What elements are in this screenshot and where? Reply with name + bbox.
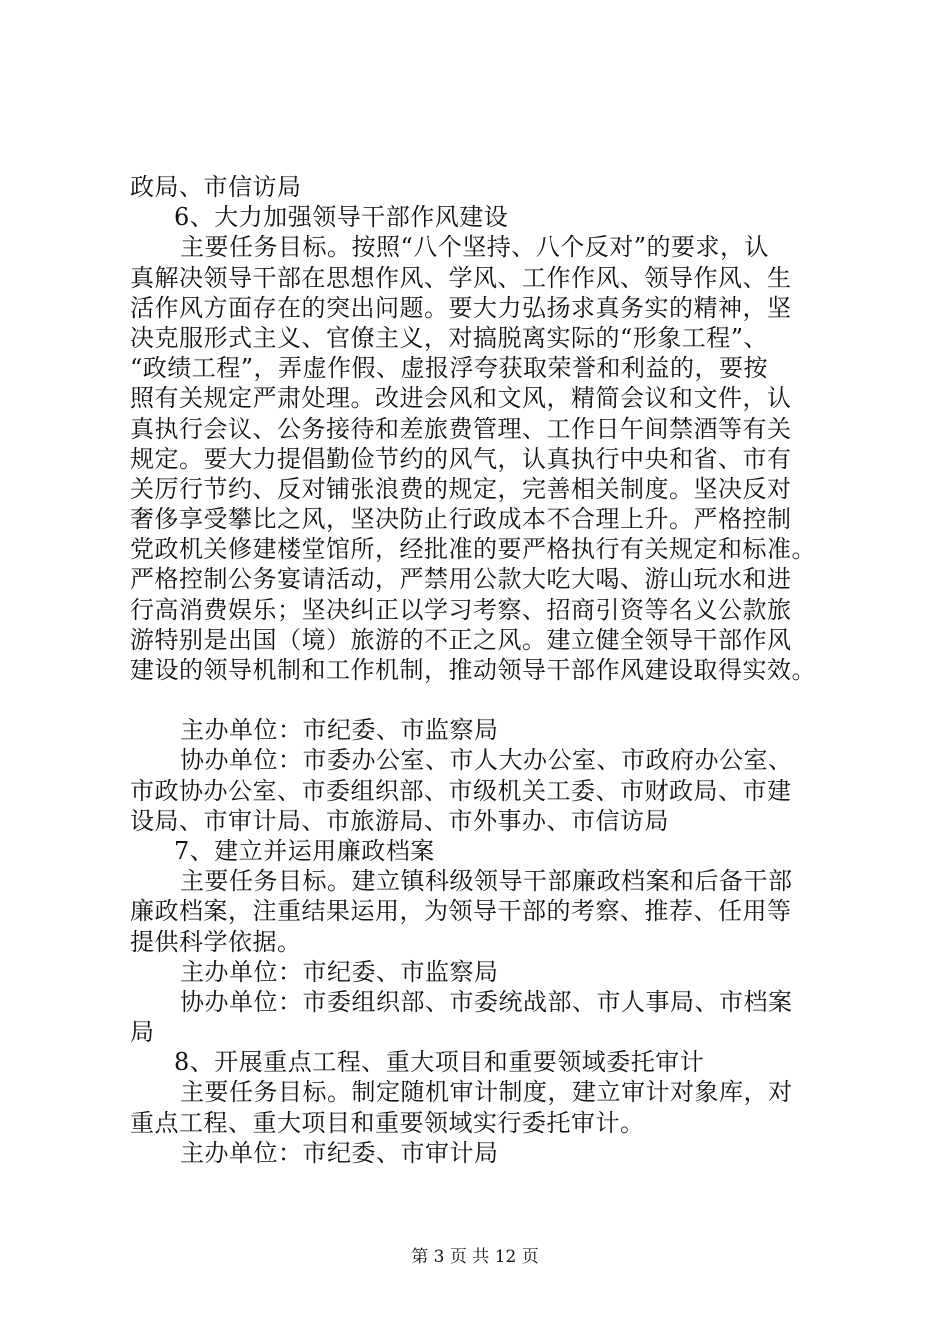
text-line: 重点工程、重大项目和重要领域实行委托审计。	[130, 1108, 645, 1137]
text-line: 关厉行节约、反对铺张浪费的规定，完善相关制度。坚决反对	[130, 474, 792, 503]
text-line: 严格控制公务宴请活动，严禁用公款大吃大喝、游山玩水和进	[130, 565, 792, 594]
text-line: 建设的领导机制和工作机制，推动领导干部作风建设取得实效。	[130, 656, 816, 684]
text-line: 主办单位：市纪委、市监察局	[180, 957, 499, 986]
text-line: 主要任务目标。按照“八个坚持、八个反对”的要求，认	[180, 233, 770, 262]
text-line: 协办单位：市委组织部、市委统战部、市人事局、市档案	[180, 987, 793, 1016]
text-line: 廉政档案，注重结果运用，为领导干部的考察、推荐、任用等	[130, 897, 792, 926]
text-line: 真执行会议、公务接待和差旅费管理、工作日午间禁酒等有关	[130, 414, 792, 443]
text-line: 主办单位：市纪委、市监察局	[180, 716, 499, 745]
text-line: 8、开展重点工程、重大项目和重要领域委托审计	[174, 1048, 705, 1077]
text-line: 政局、市信访局	[130, 173, 302, 201]
text-line: 活作风方面存在的突出问题。要大力弘扬求真务实的精神，坚	[130, 293, 792, 322]
text-line: 主办单位：市纪委、市审计局	[180, 1138, 499, 1167]
text-line: 6、大力加强领导干部作风建设	[174, 203, 509, 232]
text-line: 局	[130, 1018, 155, 1047]
text-line: 游特别是出国（境）旅游的不正之风。建立健全领导干部作风	[130, 625, 792, 654]
text-line: 主要任务目标。建立镇科级领导干部廉政档案和后备干部	[180, 867, 793, 896]
text-line: 照有关规定严肃处理。改进会风和文风，精简会议和文件，认	[130, 384, 792, 413]
paragraph-gap	[130, 685, 830, 715]
text-line: 7、建立并运用廉政档案	[174, 836, 435, 865]
text-line: 市政协办公室、市委组织部、市级机关工委、市财政局、市建	[130, 776, 792, 805]
text-line: 党政机关修建楼堂馆所，经批准的要严格执行有关规定和标准。	[130, 535, 816, 564]
text-line: 奢侈享受攀比之风，坚决防止行政成本不合理上升。严格控制	[130, 505, 792, 534]
text-line: “政绩工程”，弄虚作假、虚报浮夸获取荣誉和利益的，要按	[130, 354, 769, 383]
text-line: 主要任务目标。制定随机审计制度，建立审计对象库，对	[180, 1078, 793, 1107]
text-line: 提供科学依据。	[130, 927, 302, 956]
text-line: 真解决领导干部在思想作风、学风、工作作风、领导作风、生	[130, 263, 792, 292]
document-body	[130, 172, 830, 1168]
text-line: 规定。要大力提倡勤俭节约的风气，认真执行中央和省、市有	[130, 444, 792, 473]
text-line: 设局、市审计局、市旅游局、市外事办、市信访局	[130, 806, 669, 835]
text-line: 协办单位：市委办公室、市人大办公室、市政府办公室、	[180, 746, 793, 775]
page-footer: 第 3 页 共 12 页	[411, 1247, 539, 1267]
text-line: 决克服形式主义、官僚主义，对搞脱离实际的“形象工程”、	[130, 323, 769, 352]
text-line: 行高消费娱乐；坚决纠正以学习考察、招商引资等名义公款旅	[130, 595, 792, 624]
